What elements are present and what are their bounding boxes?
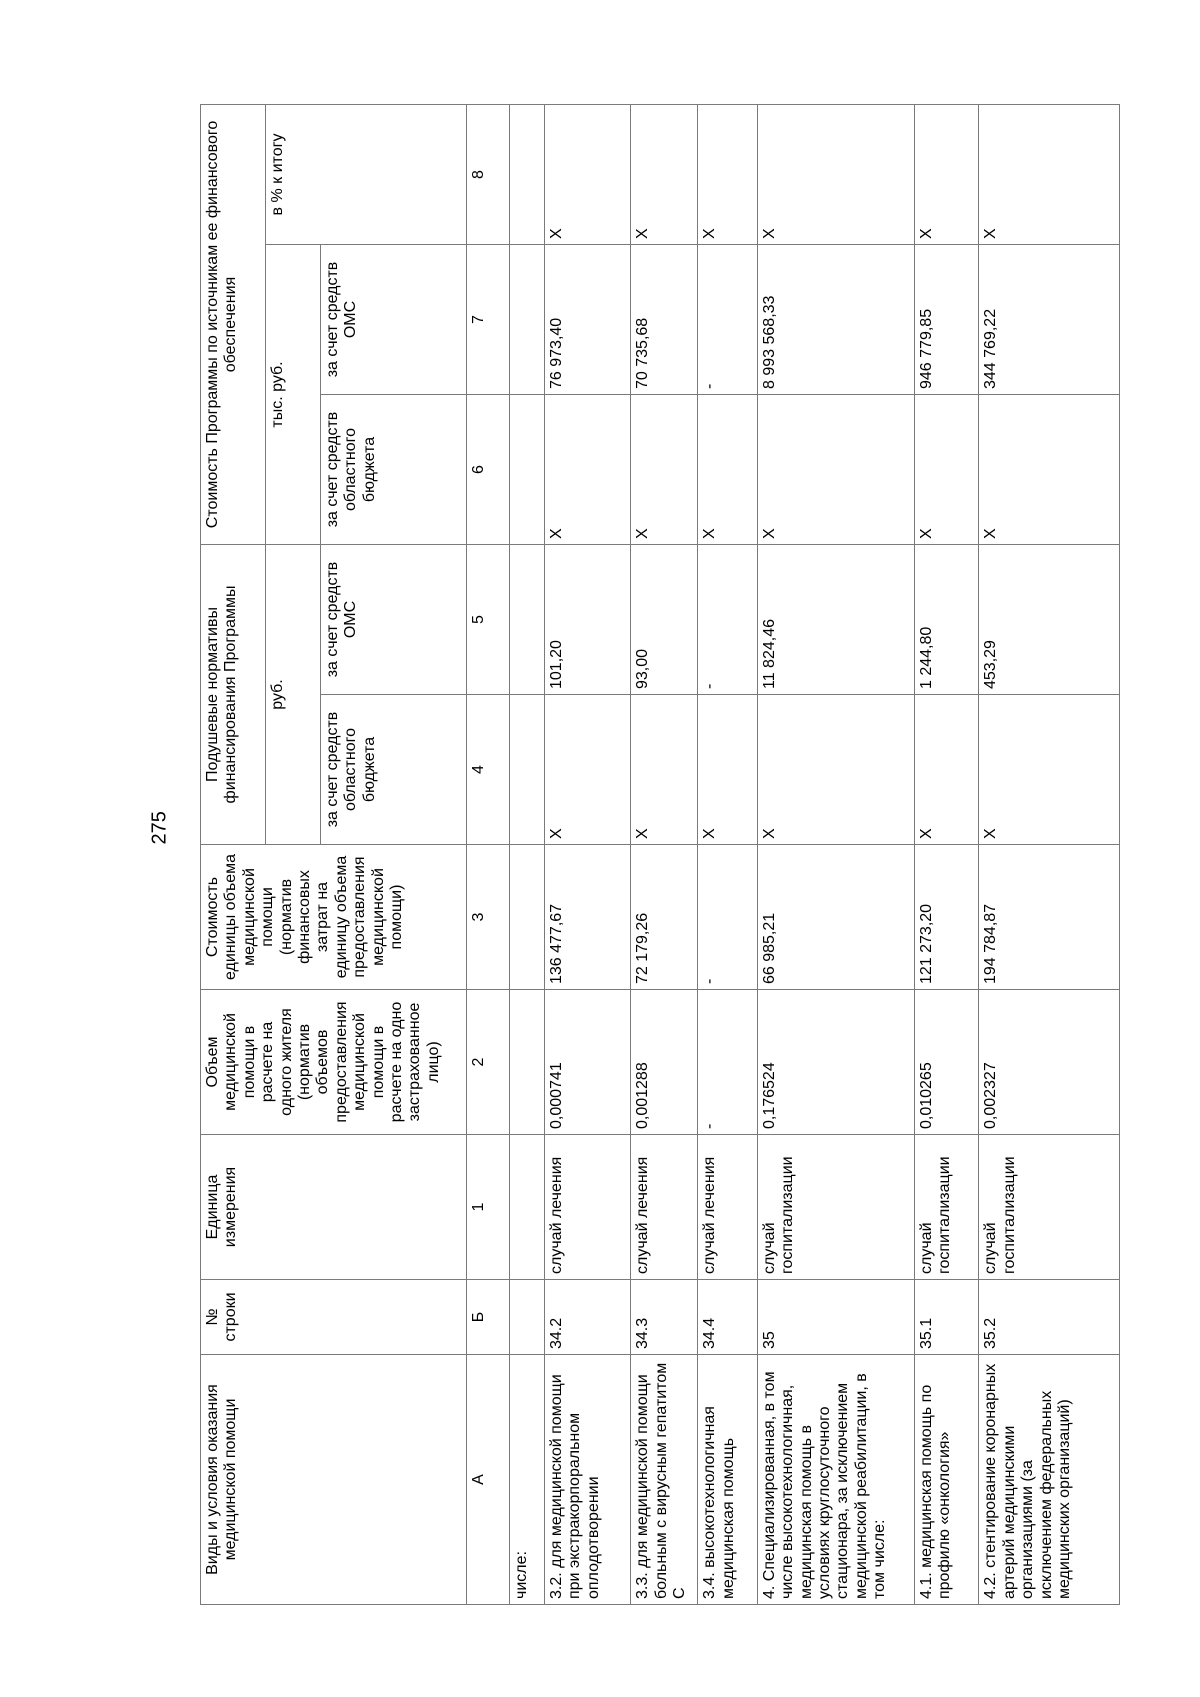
- row-cost-budget: X: [698, 394, 757, 544]
- table-row: [914, 104, 979, 1604]
- row-cost-budget: X: [914, 394, 979, 544]
- header-col-b: № строки: [201, 1280, 467, 1355]
- row-unit: случай лечения: [698, 1135, 757, 1280]
- row-name: 3.2. для медицинской помощи при экстракорпоральном оплодотворении: [544, 1355, 630, 1605]
- row-norm-budget: X: [544, 695, 630, 845]
- empty-cell: [510, 1135, 545, 1280]
- row-cost: 121 273,20: [914, 845, 979, 990]
- row-name: 4.1. медицинская помощь по профилю «онкология»: [914, 1355, 979, 1605]
- row-cost-oms: -: [698, 244, 757, 394]
- header-col-3: Стоимость единицы объема медицинской помощи (норматив финансовых затрат на единицу объема предоставления медицинской помощи): [201, 845, 467, 990]
- row-volume: 0,002327: [979, 990, 1120, 1135]
- row-norm-budget: X: [757, 695, 914, 845]
- row-percent: X: [631, 104, 698, 244]
- row-norm-budget: X: [914, 695, 979, 845]
- header-col-7: за счет средств ОМС: [321, 244, 467, 394]
- empty-cell: [510, 244, 545, 394]
- colnum-3: 3: [466, 845, 509, 990]
- empty-cell: [510, 544, 545, 694]
- row-unit: случай лечения: [544, 1135, 630, 1280]
- row-unit: случай госпитализации: [914, 1135, 979, 1280]
- colnum-2: 2: [466, 990, 509, 1135]
- header-col-6: за счет средств областного бюджета: [321, 394, 467, 544]
- row-cost-oms: 946 779,85: [914, 244, 979, 394]
- header-col-a: Виды и условия оказания медицинской помощи: [201, 1355, 467, 1605]
- rotated-table-container: [200, 105, 1120, 1605]
- row-unit: случай госпитализации: [757, 1135, 914, 1280]
- row-percent: X: [979, 104, 1120, 244]
- row-norm-oms: 11 824,46: [757, 544, 914, 694]
- table-row: [757, 104, 914, 1604]
- row-name: 4.2. стентирование коронарных артерий медицинскими организациями (за исключением федеральных медицинских организаций): [979, 1355, 1120, 1605]
- header-col-8: в % к итогу: [265, 104, 466, 244]
- empty-cell: [510, 104, 545, 244]
- colnum-4: 4: [466, 695, 509, 845]
- page-number: 275: [148, 811, 171, 845]
- row-volume: 0,000741: [544, 990, 630, 1135]
- row-cost-budget: X: [757, 394, 914, 544]
- row-norm-oms: 453,29: [979, 544, 1120, 694]
- empty-cell: [510, 845, 545, 990]
- row-cost-oms: 76 973,40: [544, 244, 630, 394]
- row-percent: X: [698, 104, 757, 244]
- financing-table: [200, 104, 1120, 1605]
- colnum-a: А: [466, 1355, 509, 1605]
- row-line-number: 34.3: [631, 1280, 698, 1355]
- row-cost: 136 477,67: [544, 845, 630, 990]
- row-volume: 0,176524: [757, 990, 914, 1135]
- header-col-5: за счет средств ОМС: [321, 544, 467, 694]
- header-group-cost: Стоимость Программы по источникам ее финансового обеспечения: [201, 104, 266, 544]
- row-cost: 194 784,87: [979, 845, 1120, 990]
- row-percent: X: [914, 104, 979, 244]
- colnum-6: 6: [466, 394, 509, 544]
- table-row: [979, 104, 1120, 1604]
- row-line-number: 35.1: [914, 1280, 979, 1355]
- row-norm-budget: X: [631, 695, 698, 845]
- row-cost-oms: 70 735,68: [631, 244, 698, 394]
- row-cost-oms: 344 769,22: [979, 244, 1120, 394]
- colnum-1: 1: [466, 1135, 509, 1280]
- row-unit: случай госпитализации: [979, 1135, 1120, 1280]
- continuation-label: числе:: [510, 1355, 545, 1605]
- row-cost-budget: X: [544, 394, 630, 544]
- row-norm-budget: X: [698, 695, 757, 845]
- row-volume: 0,001288: [631, 990, 698, 1135]
- table-row: [544, 104, 630, 1604]
- empty-cell: [510, 695, 545, 845]
- header-col-4: за счет средств областного бюджета: [321, 695, 467, 845]
- row-norm-oms: 1 244,80: [914, 544, 979, 694]
- row-unit: случай лечения: [631, 1135, 698, 1280]
- colnum-7: 7: [466, 244, 509, 394]
- header-unit-rub: руб.: [265, 544, 320, 844]
- empty-cell: [510, 1280, 545, 1355]
- empty-cell: [510, 394, 545, 544]
- row-name: 3.4. высокотехнологичная медицинская помощь: [698, 1355, 757, 1605]
- row-cost: 72 179,26: [631, 845, 698, 990]
- row-norm-oms: 101,20: [544, 544, 630, 694]
- row-cost-oms: 8 993 568,33: [757, 244, 914, 394]
- header-col-2: Объем медицинской помощи в расчете на одного жителя (норматив объемов предоставления медицинской помощи в расчете на одно застрахованное лицо): [201, 990, 467, 1135]
- row-cost-budget: X: [631, 394, 698, 544]
- row-norm-oms: -: [698, 544, 757, 694]
- row-line-number: 34.2: [544, 1280, 630, 1355]
- header-unit-thous: тыс. руб.: [265, 244, 320, 544]
- header-group-norms: Подушевые нормативы финансирования Программы: [201, 544, 266, 844]
- empty-cell: [510, 990, 545, 1135]
- row-volume: 0,010265: [914, 990, 979, 1135]
- row-percent: X: [544, 104, 630, 244]
- row-name: 3.3. для медицинской помощи больным с вирусным гепатитом С: [631, 1355, 698, 1605]
- row-percent: X: [757, 104, 914, 244]
- row-volume: -: [698, 990, 757, 1135]
- table-row: [631, 104, 698, 1604]
- row-name: 4. Специализированная, в том числе высокотехнологичная, медицинская помощь в условиях круглосуточного стационара, за исключением медицинской реабилитации, в том числе:: [757, 1355, 914, 1605]
- row-line-number: 35.2: [979, 1280, 1120, 1355]
- header-col-1: Единица измерения: [201, 1135, 467, 1280]
- table-row: [698, 104, 757, 1604]
- colnum-8: 8: [466, 104, 509, 244]
- row-line-number: 34.4: [698, 1280, 757, 1355]
- row-cost: -: [698, 845, 757, 990]
- row-norm-oms: 93,00: [631, 544, 698, 694]
- row-cost: 66 985,21: [757, 845, 914, 990]
- row-line-number: 35: [757, 1280, 914, 1355]
- row-cost-budget: X: [979, 394, 1120, 544]
- row-norm-budget: X: [979, 695, 1120, 845]
- colnum-5: 5: [466, 544, 509, 694]
- colnum-b: Б: [466, 1280, 509, 1355]
